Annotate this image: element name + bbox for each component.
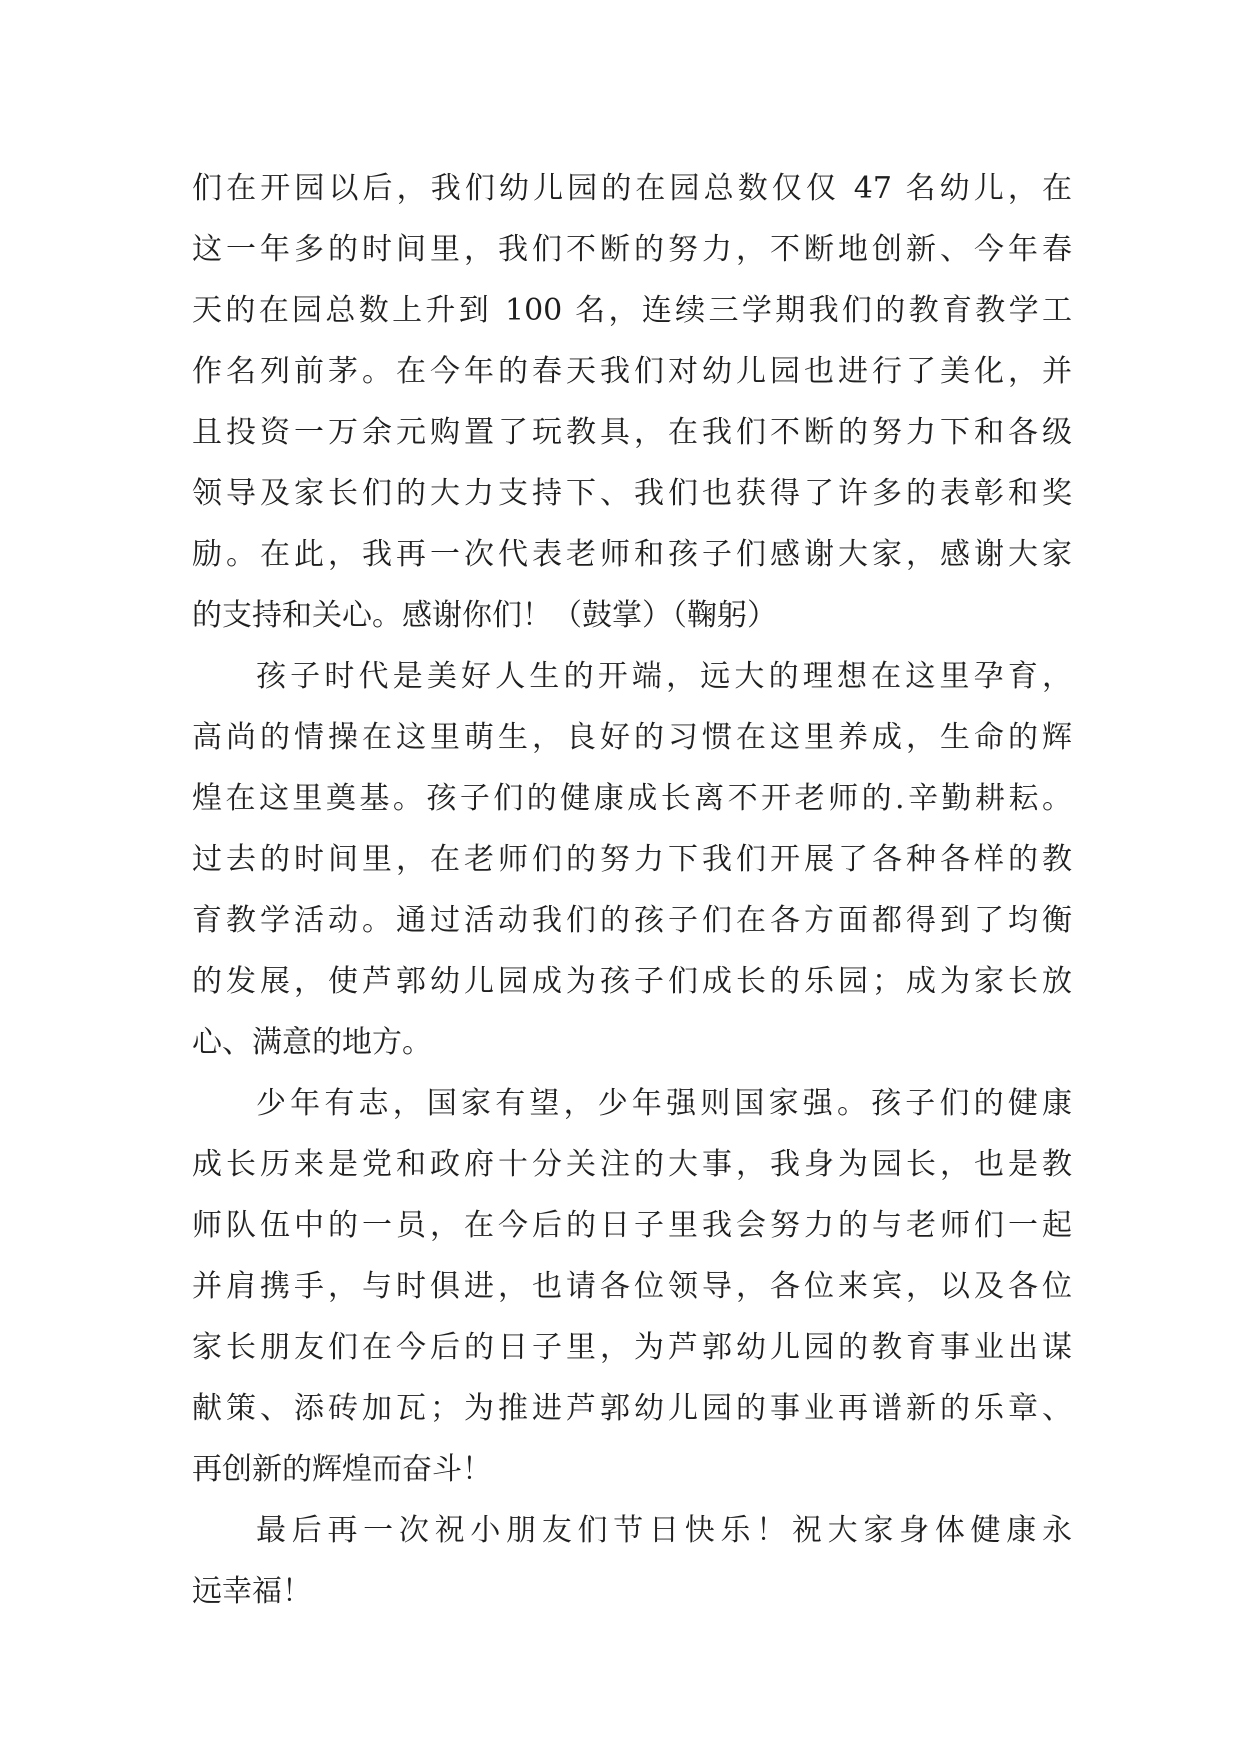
text-line: 育教学活动。通过活动我们的孩子们在各方面都得到了均衡 [192,903,1072,938]
paragraph-1 [192,158,1072,646]
text-line: 成长历来是党和政府十分关注的大事，我身为园长，也是教 [192,1147,1072,1182]
text-line: 师队伍中的一员，在今后的日子里我会努力的与老师们一起 [192,1208,1072,1243]
text-line: 高尚的情操在这里萌生，良好的习惯在这里养成，生命的辉 [192,720,1072,755]
text-line: 献策、添砖加瓦；为推进芦郭幼儿园的事业再谱新的乐章、 [192,1391,1072,1426]
body-text [192,158,1072,1622]
text-line: 过去的时间里，在老师们的努力下我们开展了各种各样的教 [192,842,1072,877]
text-line: 最后再一次祝小朋友们节日快乐！祝大家身体健康永 [256,1513,1072,1548]
text-line: 远幸福！ [192,1574,312,1609]
text-line: 励。在此，我再一次代表老师和孩子们感谢大家，感谢大家 [192,537,1072,572]
text-line: 的支持和关心。感谢你们！（鼓掌）（鞠躬） [192,598,777,633]
text-line: 并肩携手，与时俱进，也请各位领导，各位来宾，以及各位 [192,1269,1072,1304]
text-line: 领导及家长们的大力支持下、我们也获得了许多的表彰和奖 [192,476,1072,511]
paragraph-2 [192,646,1072,1073]
text-line: 天的在园总数上升到 100 名，连续三学期我们的教育教学工 [192,293,1072,328]
text-line: 们在开园以后，我们幼儿园的在园总数仅仅 47 名幼儿，在 [192,171,1072,206]
text-line: 且投资一万余元购置了玩教具，在我们不断的努力下和各级 [192,415,1072,450]
text-line: 少年有志，国家有望，少年强则国家强。孩子们的健康 [256,1086,1072,1121]
text-line: 的发展，使芦郭幼儿园成为孩子们成长的乐园；成为家长放 [192,964,1072,999]
text-line: 家长朋友们在今后的日子里，为芦郭幼儿园的教育事业出谋 [192,1330,1072,1365]
text-line: 作名列前茅。在今年的春天我们对幼儿园也进行了美化，并 [192,354,1072,389]
paragraph-4 [192,1500,1072,1622]
text-line: 孩子时代是美好人生的开端，远大的理想在这里孕育， [256,659,1072,694]
text-line: 煌在这里奠基。孩子们的健康成长离不开老师的.辛勤耕耘。 [192,781,1072,816]
text-line: 心、满意的地方。 [192,1025,432,1060]
text-line: 再创新的辉煌而奋斗！ [192,1452,492,1487]
paragraph-3 [192,1073,1072,1500]
text-line: 这一年多的时间里，我们不断的努力，不断地创新、今年春 [192,232,1072,267]
